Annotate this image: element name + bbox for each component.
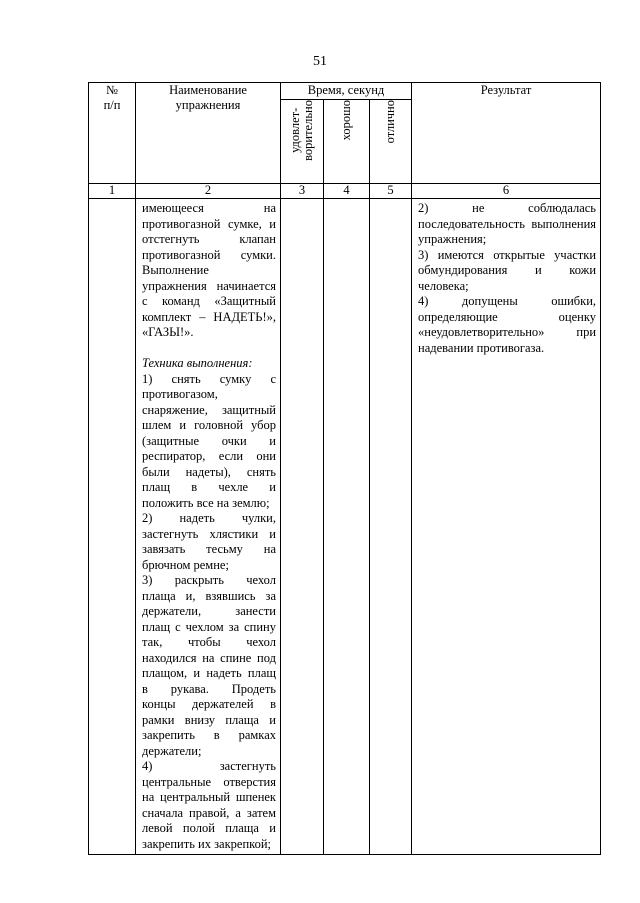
text-line: «неудовлетворительно» при [418,325,597,339]
text-line: упражнения начинается [142,278,276,293]
text-line: на центральный шпенек [142,790,276,804]
cell-time-good [324,199,370,855]
text-line: плащ с чехлом за спину [142,619,276,634]
page-number: 51 [313,54,327,69]
header-satisfactory-text [289,100,315,161]
text-line: противогазом, [142,387,218,401]
text-line: противогазной сумке, и [142,216,276,231]
text-line: обмундирования и кожи [418,263,597,277]
text-line: держатели, занести [142,604,276,618]
text-line: 4) застегнуть [142,759,276,773]
col-num-2: 2 [136,184,281,199]
text-line: левой полой плаща и [142,821,276,835]
text-line: плащ в чехле и [142,480,276,494]
cell-time-satisfactory [281,199,324,855]
text-line: плащом, и надеть плащ [142,666,276,680]
cell-number [89,199,136,855]
text-line: положить все на землю; [142,495,270,510]
text-line: последовательность выполнения [418,216,597,231]
header-time-group: Время, секунд [281,83,412,100]
header-satisfactory [281,100,324,184]
header-good [324,100,370,184]
text-line: 3) раскрыть чехол [142,573,276,587]
text-line: шлем и головной убор [142,418,276,432]
col-num-5: 5 [370,184,412,199]
text-line: сначала правой, а затем [142,805,276,820]
header-exercise-name [136,83,281,184]
text-line: противогазной сумки. [142,247,276,262]
text-line: 4) допущены ошибки, [418,294,597,308]
header-exercise-line1: Наименование [169,83,247,97]
exercise-table [88,82,601,855]
header-excellent [370,100,412,184]
header-number-line2: п/п [103,98,121,112]
text-line: так, чтобы чехол [142,635,276,649]
header-excellent-text: отлично [383,100,397,144]
text-line: 1) снять сумку с [142,371,276,386]
text-line: Техника выполнения: [142,356,253,370]
text-line: снаряжение, защитный [142,402,276,417]
text-line: с команд «Защитный [142,294,276,308]
text-line: определяющие оценку [418,309,597,324]
col-num-6: 6 [412,184,601,199]
header-number-line1: № [106,83,118,97]
col-num-3: 3 [281,184,324,199]
text-line: держатели; [142,743,202,758]
text-line: имеющееся на [142,201,276,215]
text-line: застегнуть хлястики и [142,526,276,541]
text-line: находился на спине под [142,650,276,665]
table-row [89,199,601,855]
text-line: Выполнение [142,263,209,277]
col-num-4: 4 [324,184,370,199]
text-line: завязать тесьму на [142,542,276,556]
text-line: закрепить их закрепкой; [142,836,271,851]
text-line: респиратор, если они [142,449,276,463]
text-line: закрепить в рамках [142,728,276,742]
header-satisfactory-line2: ворительно [301,100,315,161]
text-line: (защитные очки и [142,433,276,448]
text-line: «ГАЗЫ!». [142,325,194,339]
exercise-description [136,199,280,854]
text-line: отстегнуть клапан [142,232,276,246]
header-satisfactory-line1: удовлет- [288,107,302,154]
column-number-row [89,184,601,199]
cell-exercise [136,199,281,855]
text-line: 3) имеются открытые участки [418,247,597,262]
text-line: концы держателей в [142,697,276,711]
text-line: 2) надеть чулки, [142,511,276,525]
col-num-1: 1 [89,184,136,199]
text-line: центральные отверстия [142,774,276,789]
header-good-text: хорошо [339,100,353,141]
text-line: комплект – НАДЕТЬ!», [142,309,276,324]
text-line: рамки внизу плаща и [142,712,276,727]
text-line: надевании противогаза. [418,340,545,355]
result-description [412,199,600,358]
text-line: человека; [418,278,469,293]
text-line: брючном ремне; [142,557,229,572]
blank-line [142,341,276,357]
text-line: плаща и, взявшись за [142,588,276,603]
text-line: были надеты), снять [142,464,276,479]
text-line: упражнения; [418,232,487,246]
text-line: 2) не соблюдалась [418,201,597,215]
cell-time-excellent [370,199,412,855]
text-line: в рукава. Продеть [142,681,276,696]
cell-result [412,199,601,855]
header-exercise-line2: упражнения [175,98,241,112]
header-number [89,83,136,184]
header-result: Результат [412,83,601,184]
